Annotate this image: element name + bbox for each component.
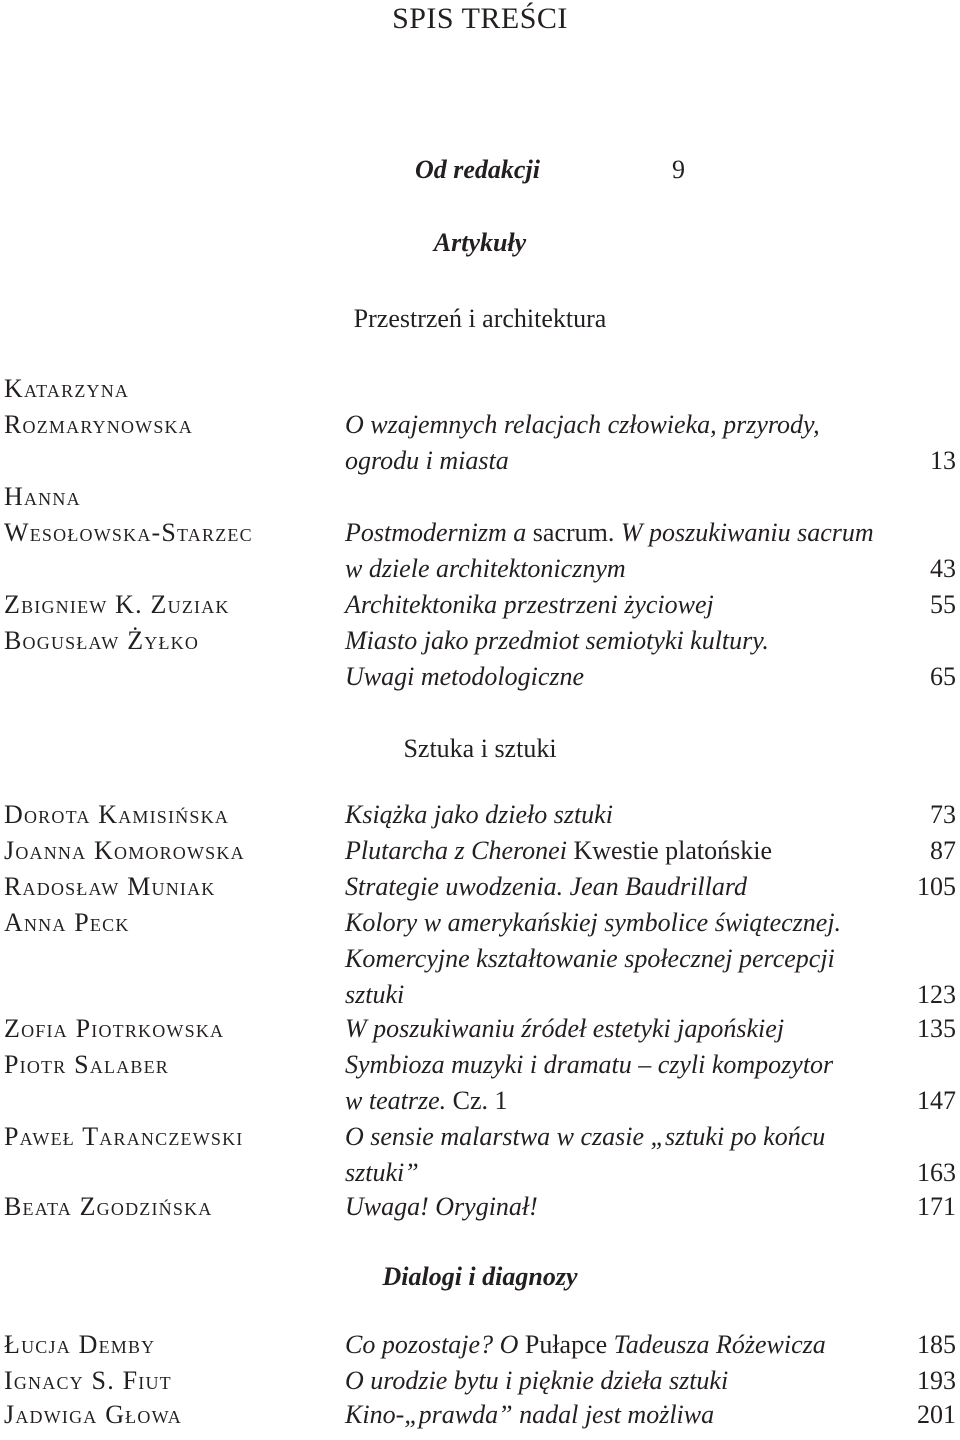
toc-entry [0,626,960,698]
entry-title: Symbioza muzyki i dramatu – czyli kompozytor [345,1050,834,1079]
entry-page-number: 55 [930,590,956,619]
entry-title: Uwagi metodologiczne [345,662,585,691]
entry-page-number: 201 [917,1400,956,1429]
entry-author: Dorota Kamisińska [4,800,230,829]
entry-title: Architektonika przestrzeni życiowej [345,590,714,619]
entry-author: Hanna [4,482,81,511]
entry-title: W poszukiwaniu źródeł estetyki japońskiej [345,1014,785,1043]
entry-title: Strategie uwodzenia. Jean Baudrillard [345,872,747,901]
entry-author: Wesołowska-Starzec [4,518,253,547]
entry-page-number: 193 [917,1366,956,1395]
entry-title: O urodzie bytu i pięknie dzieła sztuki [345,1366,729,1395]
entry-title: w dziele architektonicznym [345,554,626,583]
entry-title: ogrodu i miasta [345,446,509,475]
toc-entry [0,1366,960,1402]
entry-page-number: 147 [917,1086,956,1115]
section-heading-dialogues: Dialogi i diagnozy [382,1262,578,1291]
toc-entry [0,800,960,836]
toc-entry [0,1192,960,1228]
entry-page-number: 185 [917,1330,956,1359]
entry-title: O sensie malarstwa w czasie „sztuki po końcu [345,1122,826,1151]
toc-entry [0,872,960,908]
entry-page-number: 163 [917,1158,956,1187]
entry-author: Zbigniew K. Zuziak [4,590,230,619]
entry-title: Miasto jako przedmiot semiotyki kultury. [345,626,769,655]
entry-author: Zofia Piotrkowska [4,1014,225,1043]
toc-entry [0,836,960,872]
entry-author: Radosław Muniak [4,872,216,901]
entry-title: Komercyjne kształtowanie społecznej percepcji [345,944,835,973]
entry-page-number: 105 [917,872,956,901]
entry-title: w teatrze. Cz. 1 [345,1086,508,1115]
editorial-page-number: 9 [672,155,685,184]
entry-author: Ignacy S. Fiut [4,1366,172,1395]
section-heading-articles: Artykuły [433,228,527,257]
entry-title: Co pozostaje? O Pułapce Tadeusza Różewicza [345,1330,826,1359]
entry-title: Plutarcha z Cheronei Kwestie platońskie [345,836,773,865]
entry-title: sztuki” [345,1158,419,1187]
editorial-title: Od redakcji [415,155,540,184]
entry-page-number: 171 [917,1192,956,1221]
toc-entry [0,590,960,626]
toc-entry [0,1014,960,1050]
section-heading-space: Przestrzeń i architektura [353,304,607,333]
entry-author: Piotr Salaber [4,1050,170,1079]
entry-page-number: 73 [930,800,956,829]
toc-entry [0,482,960,590]
entry-author: Rozmarynowska [4,410,193,439]
entry-author: Jadwiga Głowa [4,1400,182,1429]
entry-title: O wzajemnych relacjach człowieka, przyrody, [345,410,820,439]
toc-entry [0,1330,960,1366]
section-heading-art: Sztuka i sztuki [403,734,557,763]
entry-page-number: 135 [917,1014,956,1043]
entry-title: Uwaga! Oryginał! [345,1192,538,1221]
page-title: SPIS TREŚCI [392,2,568,35]
entry-author: Katarzyna [4,374,130,403]
entry-author: Łucja Demby [4,1330,156,1359]
entry-page-number: 123 [917,980,956,1009]
toc-entry [0,1400,960,1436]
toc-entry [0,1050,960,1122]
toc-entry [0,1122,960,1194]
toc-entry [0,908,960,1016]
entry-title: Kino-„prawda” nadal jest możliwa [345,1400,715,1429]
entry-page-number: 87 [930,836,956,865]
entry-title: Postmodernizm a sacrum. W poszukiwaniu sacrum [345,518,874,547]
entry-title: Kolory w amerykańskiej symbolice świątecznej. [345,908,842,937]
entry-author: Anna Peck [4,908,130,937]
entry-page-number: 13 [930,446,956,475]
entry-title: Książka jako dzieło sztuki [345,800,613,829]
entry-author: Bogusław Żyłko [4,626,200,655]
entry-author: Beata Zgodzińska [4,1192,213,1221]
entry-page-number: 65 [930,662,956,691]
entry-page-number: 43 [930,554,956,583]
toc-entry [0,374,960,482]
entry-author: Joanna Komorowska [4,836,245,865]
entry-author: Paweł Taranczewski [4,1122,244,1151]
entry-title: sztuki [345,980,405,1009]
